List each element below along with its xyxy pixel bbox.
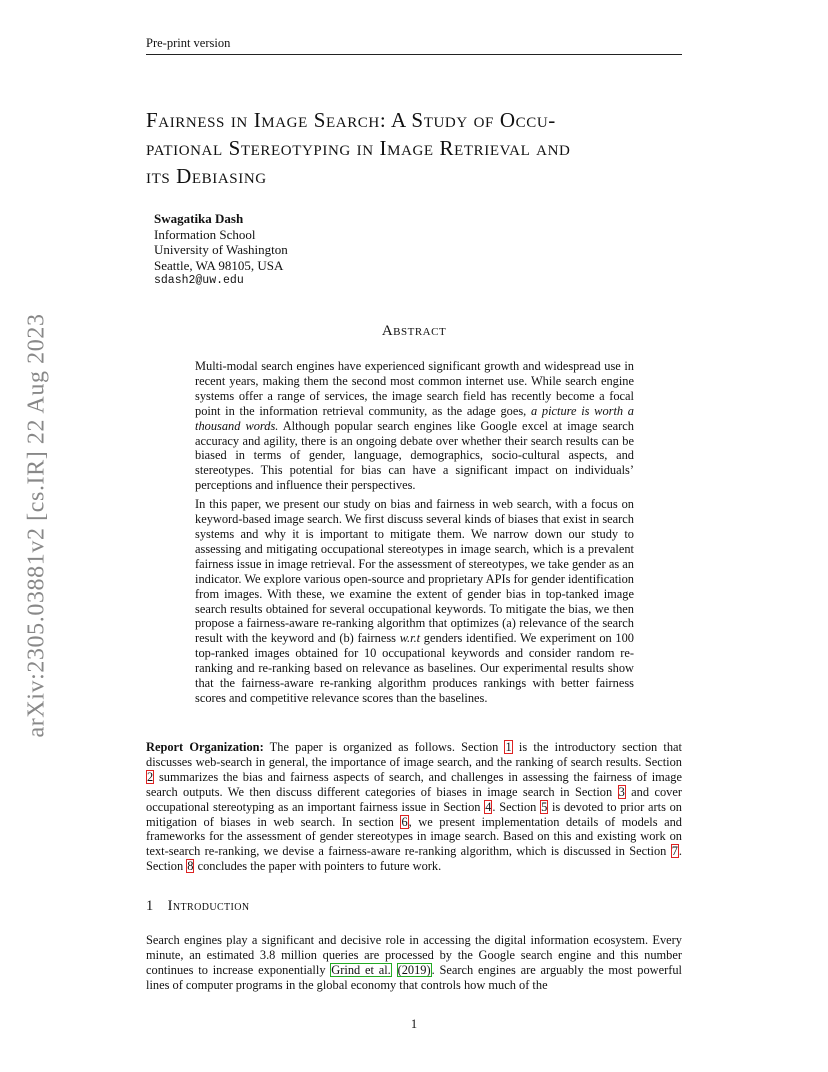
- author-block: [154, 211, 288, 289]
- section-number: 1: [146, 898, 154, 914]
- abstract-text: genders identified. We experiment on 100 top-ranked images obtained for 10 occupational keywords and consider random re-ranking and re-ranking based on relevance as baselines. Our experimental results show that the fairness-aware re-ranking algorithm produces rankings with better fairness scores and competitive relevance scores than the baselines.: [195, 631, 635, 705]
- introduction-paragraph: [146, 933, 682, 993]
- citation-link-year[interactable]: (2019): [397, 962, 431, 977]
- section-link-5[interactable]: 5: [541, 799, 548, 814]
- section-title: Introduction: [167, 898, 250, 914]
- author-university: University of Washington: [154, 242, 288, 257]
- report-text: concludes the paper with pointers to future work.: [194, 859, 442, 874]
- section-link-7[interactable]: 7: [671, 844, 678, 859]
- section-link-8[interactable]: 8: [187, 859, 194, 874]
- paper-title: [146, 106, 706, 190]
- report-text: is devoted to prior arts on mitigation of biases in web search. In section: [146, 799, 682, 829]
- introduction-body: [146, 933, 682, 993]
- author-address: Seattle, WA 98105, USA: [154, 257, 284, 273]
- report-text: . Section: [492, 799, 541, 814]
- title-line-2: pational Stereotyping in Image Retrieval and: [146, 136, 571, 160]
- report-paragraph: [146, 740, 682, 874]
- author-affiliation: Information School: [154, 226, 256, 242]
- citation-link-author[interactable]: Grind et al.: [331, 962, 391, 977]
- report-organization: [146, 740, 682, 874]
- section-link-1[interactable]: 1: [505, 740, 512, 754]
- section-link-2[interactable]: 2: [147, 769, 154, 784]
- title-line-1: Fairness in Image Search: A Study of Occu-: [146, 108, 556, 132]
- section-link-6[interactable]: 6: [401, 814, 408, 829]
- abstract-paragraph-1: [195, 359, 634, 493]
- report-label: Report Organization:: [146, 740, 264, 754]
- author-name: Swagatika Dash: [154, 211, 244, 226]
- section-link-3[interactable]: 3: [618, 784, 625, 799]
- report-text: The paper is organized as follows. Section: [263, 740, 505, 754]
- report-text: . Section: [146, 844, 682, 874]
- title-line-3: its Debiasing: [146, 164, 267, 188]
- arxiv-stamp-text: arXiv:2305.03881v2 [cs.IR] 22 Aug 2023: [23, 312, 50, 738]
- intro-text: . Search engines are arguably the most powerful lines of computer programs in the global economy that controls how much of the: [146, 962, 682, 992]
- abstract-text: Although popular search engines like Google excel at image search accuracy and agility, there is an ongoing debate over whether their search results can be biased in terms of gender, language, demographics, socio-cultural aspects, and stereotypes. This potential for bias can have a significant impact on individuals’ perceptions and influence their perspectives.: [195, 418, 634, 493]
- report-text: is the introductory section that discusses web-search in general, the importance of image search, and the ranking of search results. Section: [146, 740, 682, 769]
- abstract-body: [195, 359, 634, 710]
- abstract-text: Multi-modal search engines have experienced significant growth and widespread use in recent years, making them the second most common internet use. While search engine systems offer a range of services, the image search field has recently become a focal point in the information retrieval community, as the adage goes,: [195, 359, 634, 418]
- running-header: Pre-print version: [146, 36, 682, 55]
- section-link-4[interactable]: 4: [485, 799, 492, 814]
- report-text: summarizes the bias and fairness aspects of search, and challenges in assessing the fairness of image search outputs. We then discuss different categories of biases in image search in Section: [146, 769, 682, 799]
- page-number: 1: [410, 1017, 418, 1031]
- section-heading-introduction: [146, 898, 250, 915]
- abstract-emphasis: a picture is worth a thousand words.: [195, 403, 634, 433]
- report-text: and cover occupational stereotyping as an important fairness issue in Section: [146, 784, 682, 814]
- arxiv-stamp: [20, 290, 54, 760]
- abstract-heading: Abstract: [381, 323, 447, 339]
- abstract-emphasis: w.r.t: [399, 631, 421, 646]
- report-text: , we present implementation details of models and frameworks for the assessment of gender stereotypes in image search. Based on this and existing work on text-search re-ranking, we devise a fairness-aware re-ranking algorithm, which is discussed in Section: [146, 814, 682, 859]
- abstract-paragraph-2: [195, 497, 634, 706]
- intro-text: Search engines play a significant and decisive role in accessing the digital information ecosystem. Every minute, an estimated 3.8 million queries are processed by the Google search engine and this number continues to increase exponentially: [146, 933, 682, 977]
- abstract-text: In this paper, we present our study on bias and fairness in web search, with a focus on keyword-based image search. We first discuss several kinds of biases that exist in search systems and why it is important to mitigate them. We narrow down our study to assessing and mitigating occupational stereotypes in image search, which is a prevalent fairness issue in image retrieval. For the assessment of stereotypes, we take gender as an indicator. We explore various open-source and proprietary APIs for gender identification from images. With these, we examine the extent of gender bias in top-tanked image search results obtained for several occupational keywords. To mitigate the bias, we then propose a fairness-aware re-ranking algorithm that optimizes (a) relevance of the search result with the keyword and (b) fairness: [195, 497, 634, 646]
- author-email[interactable]: sdash2@uw.edu: [154, 274, 244, 287]
